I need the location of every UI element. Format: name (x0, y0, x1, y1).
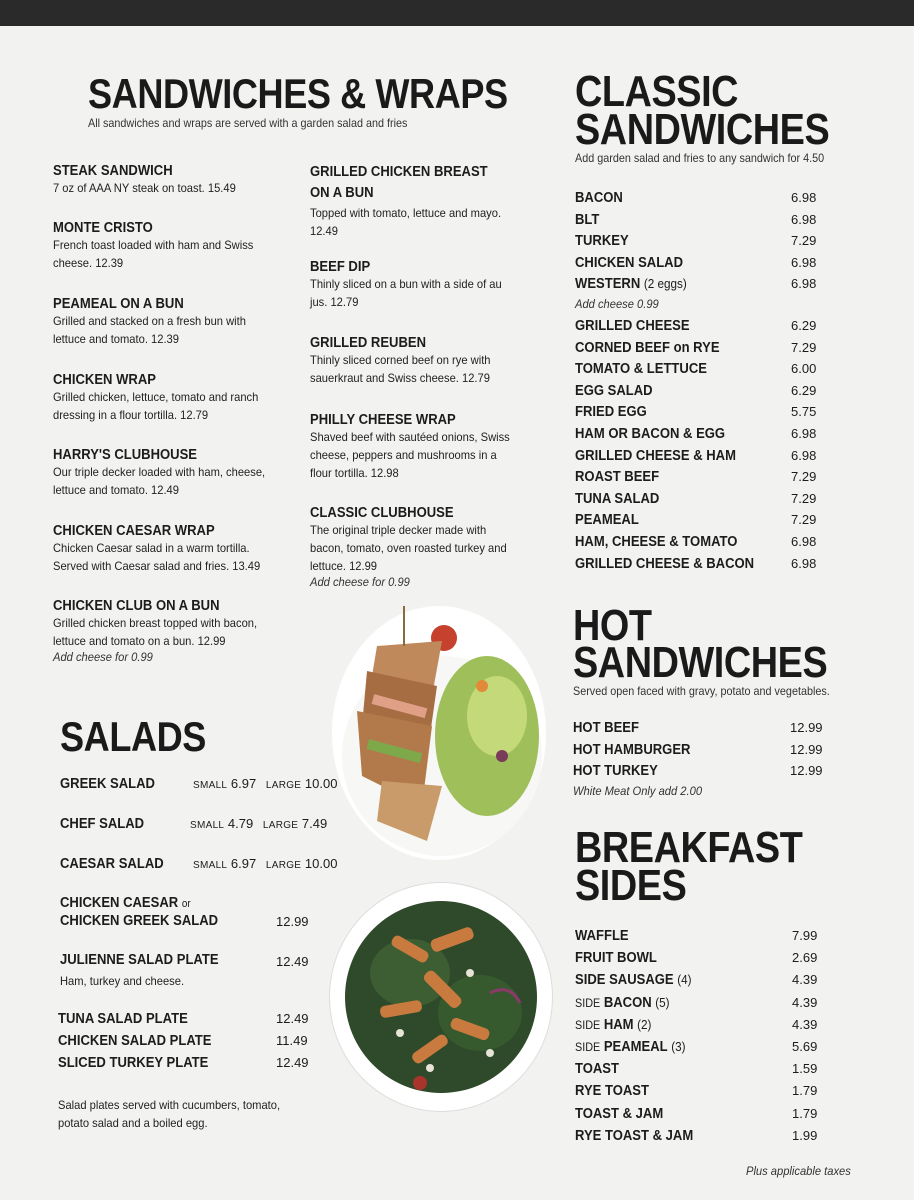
classic-price: 7.29 (791, 469, 817, 485)
classic-price: 6.29 (791, 318, 817, 333)
breakfast-price: 5.69 (792, 1039, 818, 1054)
breakfast-row (575, 1106, 825, 1127)
hot-name: HOT BEEF (573, 720, 639, 736)
sandwich-item-price: 12.39 (151, 332, 179, 346)
sandwich-item-desc: French toast loaded with ham and Swiss cheese. 12.39 (53, 238, 254, 270)
classic-name: FRIED EGG (575, 404, 647, 421)
classic-row (575, 469, 825, 490)
sandwich-item (310, 259, 535, 311)
combo-salad-price: 12.99 (276, 914, 309, 929)
salad-plate-price: 12.49 (276, 1011, 309, 1026)
sandwich-item-desc: Grilled and stacked on a fresh bun with lettuce and tomato. 12.39 (53, 314, 246, 346)
sandwich-item-price: 12.39 (95, 256, 124, 270)
classic-price: 6.98 (791, 447, 817, 463)
hot-name: HOT TURKEY (573, 763, 658, 779)
classic-name: GRILLED CHEESE & BACON (575, 555, 755, 572)
sandwich-item-name: PEAMEAL ON A BUN (53, 296, 184, 312)
sandwich-item (53, 523, 283, 575)
classic-name: HAM, CHEESE & TOMATO (575, 534, 738, 550)
classic-name: PEAMEAL (575, 512, 639, 529)
breakfast-title-line2: SIDES (575, 861, 687, 910)
classic-price: 6.98 (791, 534, 817, 549)
breakfast-extra: (3) (671, 1039, 686, 1054)
sandwich-item-name: GRILLED REUBEN (310, 335, 427, 351)
salad-name: CHEF SALAD (60, 816, 145, 832)
classic-name: EGG SALAD (575, 382, 653, 399)
sandwich-item-desc: Our triple decker loaded with ham, cheese, lettuce and tomato. 12.49 (53, 465, 266, 497)
breakfast-extra: (4) (677, 972, 692, 988)
classic-name: TURKEY (575, 233, 629, 250)
hot-price: 12.99 (790, 720, 823, 735)
classic-row (575, 426, 825, 447)
sandwich-item-desc: Thinly sliced corned beef on rye with sauerkraut and Swiss cheese. 12.79 (310, 353, 491, 385)
salad-plate-price: 11.49 (276, 1033, 308, 1048)
julienne-salad-price: 12.49 (276, 954, 309, 969)
classic-row (575, 318, 825, 339)
breakfast-name: SIDE BACON (5) (575, 994, 670, 1011)
sandwich-item-desc: Thinly sliced on a bun with a side of au jus. 12.79 (310, 277, 502, 309)
classic-row (575, 190, 825, 211)
sandwich-item-name: CHICKEN CLUB ON A BUN (53, 598, 220, 614)
breakfast-name: FRUIT BOWL (575, 950, 657, 967)
combo-salad-name1: CHICKEN CAESAR (60, 895, 179, 911)
sandwich-item (310, 162, 535, 240)
breakfast-title-line1: BREAKFAST (575, 823, 803, 872)
hot-price: 12.99 (790, 741, 823, 757)
breakfast-name: WAFFLE (575, 928, 629, 944)
taxes-note: Plus applicable taxes (746, 1164, 851, 1178)
classic-name: TUNA SALAD (575, 490, 660, 507)
breakfast-name: TOAST (575, 1061, 619, 1078)
sandwich-item-name: CHICKEN CAESAR WRAP (53, 523, 215, 539)
small-price: 4.79 (227, 816, 254, 831)
breakfast-row (575, 1039, 825, 1060)
breakfast-name: SIDE SAUSAGE (4) (575, 972, 692, 989)
hot-row (573, 742, 833, 763)
large-price: 7.49 (301, 816, 328, 831)
classic-name: WESTERN (2 eggs) (575, 276, 687, 293)
salad-plate-row (58, 1033, 318, 1054)
classic-price: 6.98 (791, 426, 817, 441)
classic-row (575, 361, 825, 382)
hot-title-line1: HOT (573, 601, 652, 650)
sandwich-item (53, 296, 283, 348)
salad-plates-footnote: Salad plates served with cucumbers, tomato, potato salad and a boiled egg. (58, 1098, 281, 1130)
classic-row (575, 212, 825, 233)
breakfast-name: RYE TOAST & JAM (575, 1127, 694, 1144)
classic-title-line2: SANDWICHES (575, 105, 830, 154)
classic-name: CHICKEN SALAD (575, 254, 684, 271)
sandwich-item (53, 447, 283, 499)
classic-price: 7.29 (791, 233, 817, 249)
breakfast-extra: (5) (655, 994, 670, 1010)
breakfast-name: TOAST & JAM (575, 1105, 664, 1122)
classic-price: 6.98 (791, 254, 817, 270)
classic-price: 7.29 (791, 490, 817, 506)
classic-name: CORNED BEEF on RYE (575, 339, 720, 356)
small-price: 6.97 (230, 856, 257, 871)
classic-price: 6.98 (791, 555, 817, 571)
breakfast-price: 1.59 (792, 1061, 818, 1077)
hot-title-line2: SANDWICHES (573, 638, 828, 687)
western-note: Add cheese 0.99 (575, 297, 659, 311)
sandwich-item-name: HARRY'S CLUBHOUSE (53, 447, 198, 463)
sandwich-item-price: 13.49 (232, 559, 261, 573)
sandwich-item-price: 12.98 (370, 466, 399, 480)
small-label: SMALL (190, 820, 225, 831)
side-prefix: SIDE (575, 1017, 601, 1032)
classic-title-line1: CLASSIC (575, 67, 739, 116)
breakfast-row (575, 950, 825, 971)
salad-illustration (330, 883, 552, 1111)
salad-prices (190, 816, 327, 831)
sandwich-item-name: GRILLED CHICKEN BREAST ON A BUN (310, 164, 488, 201)
salad-plate-row (58, 1055, 318, 1076)
salad-name: GREEK SALAD (60, 776, 155, 792)
hot-name: HOT HAMBURGER (573, 741, 691, 758)
salad-row (60, 776, 340, 797)
side-prefix: SIDE (575, 995, 601, 1010)
sandwich-item-name: STEAK SANDWICH (53, 163, 173, 179)
breakfast-price: 4.39 (792, 994, 818, 1010)
sandwich-item-desc: Chicken Caesar salad in a warm tortilla. Served with Caesar salad and fries. 13.49 (53, 541, 261, 573)
sandwich-item (53, 220, 283, 272)
breakfast-row (575, 972, 825, 993)
classic-price: 6.98 (791, 276, 817, 292)
hot-price: 12.99 (790, 763, 823, 778)
hot-subtitle: Served open faced with gravy, potato and vegetables. (573, 684, 830, 698)
sandwich-item-price: 12.99 (349, 559, 378, 573)
hot-note: White Meat Only add 2.00 (573, 784, 703, 798)
sandwich-illustration (332, 606, 546, 860)
breakfast-name: RYE TOAST (575, 1083, 649, 1100)
julienne-salad-desc: Ham, turkey and cheese. (60, 974, 185, 988)
sandwich-item-name: MONTE CRISTO (53, 220, 153, 236)
sandwich-item-desc: Shaved beef with sautéed onions, Swiss cheese, peppers and mushrooms in a flour tortilla. 12.98 (310, 430, 510, 480)
sandwich-item-price: 12.79 (461, 371, 490, 385)
sandwiches-wraps-subtitle: All sandwiches and wraps are served with a garden salad and fries (88, 116, 408, 130)
large-price: 10.00 (304, 856, 338, 871)
classic-row (575, 233, 825, 254)
combo-salad-name (60, 895, 191, 911)
sandwich-item-name: PHILLY CHEESE WRAP (310, 412, 456, 428)
hot-row (573, 720, 833, 741)
sandwich-item-price: 12.79 (330, 295, 359, 309)
breakfast-price: 4.39 (792, 1016, 818, 1032)
classic-name: BLT (575, 211, 600, 228)
classic-name: BACON (575, 190, 623, 206)
classic-row (575, 556, 825, 577)
classic-row (575, 404, 825, 425)
classic-price: 7.29 (791, 339, 817, 355)
sandwich-item-price: 12.79 (180, 408, 209, 422)
breakfast-price: 1.99 (792, 1127, 818, 1143)
sandwich-item-name: CLASSIC CLUBHOUSE (310, 505, 454, 521)
large-price: 10.00 (304, 776, 338, 791)
sandwich-item (53, 372, 283, 424)
sandwich-item (53, 598, 283, 664)
sandwich-item (53, 163, 283, 197)
breakfast-price: 1.79 (792, 1105, 818, 1121)
salad-prices (193, 776, 337, 791)
classic-price: 6.98 (791, 211, 817, 227)
small-label: SMALL (193, 780, 228, 791)
salad-plate-name: CHICKEN SALAD PLATE (58, 1033, 212, 1049)
sandwich-item-price: 12.99 (197, 634, 226, 648)
classic-price: 6.00 (791, 361, 817, 377)
sandwich-item-price: 12.49 (151, 483, 179, 497)
sandwich-item-desc: Topped with tomato, lettuce and mayo. 12.49 (310, 206, 502, 238)
large-label: LARGE (265, 780, 302, 791)
classic-row (575, 512, 825, 533)
classic-name: TOMATO & LETTUCE (575, 361, 707, 378)
breakfast-price: 7.99 (792, 928, 818, 943)
breakfast-row (575, 1061, 825, 1082)
breakfast-row (575, 1128, 825, 1149)
classic-row (575, 448, 825, 469)
sandwich-item (310, 335, 535, 387)
classic-name: GRILLED CHEESE (575, 318, 690, 334)
breakfast-row (575, 1017, 825, 1038)
classic-row (575, 255, 825, 276)
combo-salad-name2: CHICKEN GREEK SALAD (60, 913, 219, 929)
breakfast-price: 1.79 (792, 1083, 818, 1099)
salad-row (60, 816, 340, 837)
breakfast-name: SIDE PEAMEAL (3) (575, 1039, 686, 1055)
classic-extra: (2 eggs) (643, 276, 687, 292)
classic-row (575, 534, 825, 555)
classic-row (575, 340, 825, 361)
sandwich-item (310, 412, 535, 482)
small-price: 6.97 (230, 776, 257, 791)
classic-row (575, 383, 825, 404)
classic-price: 6.98 (791, 190, 817, 205)
salad-plate-price: 12.49 (276, 1055, 309, 1070)
sandwich-item (310, 505, 535, 589)
large-label: LARGE (262, 820, 299, 831)
sandwich-item-price: 12.49 (310, 224, 338, 238)
salad-plate-row (58, 1011, 318, 1032)
classic-subtitle: Add garden salad and fries to any sandwich for 4.50 (575, 151, 825, 165)
classic-name: ROAST BEEF (575, 469, 660, 486)
salad-plate-name: TUNA SALAD PLATE (58, 1011, 188, 1027)
salad-name: CAESAR SALAD (60, 856, 164, 872)
greek-salad-photo (330, 883, 552, 1111)
side-prefix: SIDE (575, 1040, 601, 1054)
salad-row (60, 856, 340, 877)
sandwich-item-name: CHICKEN WRAP (53, 372, 156, 388)
breakfast-price: 4.39 (792, 972, 818, 988)
sandwich-item-note: Add cheese for 0.99 (53, 650, 153, 664)
salad-prices (193, 856, 337, 871)
salad-plate-name: SLICED TURKEY PLATE (58, 1055, 209, 1071)
clubhouse-sandwich-photo (332, 606, 546, 860)
breakfast-price: 2.69 (792, 950, 818, 966)
breakfast-name: SIDE HAM (2) (575, 1016, 652, 1033)
small-label: SMALL (193, 860, 228, 871)
breakfast-row (575, 928, 825, 949)
sandwich-item-note: Add cheese for 0.99 (310, 575, 410, 589)
sandwich-item-desc: Grilled chicken breast topped with bacon, lettuce and tomato on a bun. 12.99 (53, 616, 258, 648)
classic-name: GRILLED CHEESE & HAM (575, 447, 736, 464)
classic-row (575, 276, 825, 297)
combo-salad-or: or (181, 898, 191, 910)
classic-row (575, 491, 825, 512)
hot-row (573, 763, 833, 784)
sandwich-item-price: 15.49 (207, 181, 236, 195)
sandwich-item-desc: The original triple decker made with bacon, tomato, oven roasted turkey and lettuce. 12.99 (310, 523, 507, 573)
breakfast-row (575, 995, 825, 1016)
breakfast-row (575, 1083, 825, 1104)
sandwich-item-name: BEEF DIP (310, 259, 371, 275)
classic-name: HAM OR BACON & EGG (575, 426, 726, 442)
sandwich-item-desc: 7 oz of AAA NY steak on toast. 15.49 (53, 181, 236, 195)
sandwiches-wraps-title: SANDWICHES & WRAPS (88, 70, 508, 117)
salads-title: SALADS (60, 713, 206, 760)
julienne-salad-name: JULIENNE SALAD PLATE (60, 952, 219, 968)
classic-price: 6.29 (791, 382, 817, 398)
sandwich-item-desc: Grilled chicken, lettuce, tomato and ranch dressing in a flour tortilla. 12.79 (53, 390, 259, 422)
classic-price: 7.29 (791, 512, 817, 528)
breakfast-extra: (2) (637, 1016, 652, 1032)
top-border (0, 0, 914, 26)
large-label: LARGE (265, 860, 302, 871)
classic-price: 5.75 (791, 404, 817, 420)
